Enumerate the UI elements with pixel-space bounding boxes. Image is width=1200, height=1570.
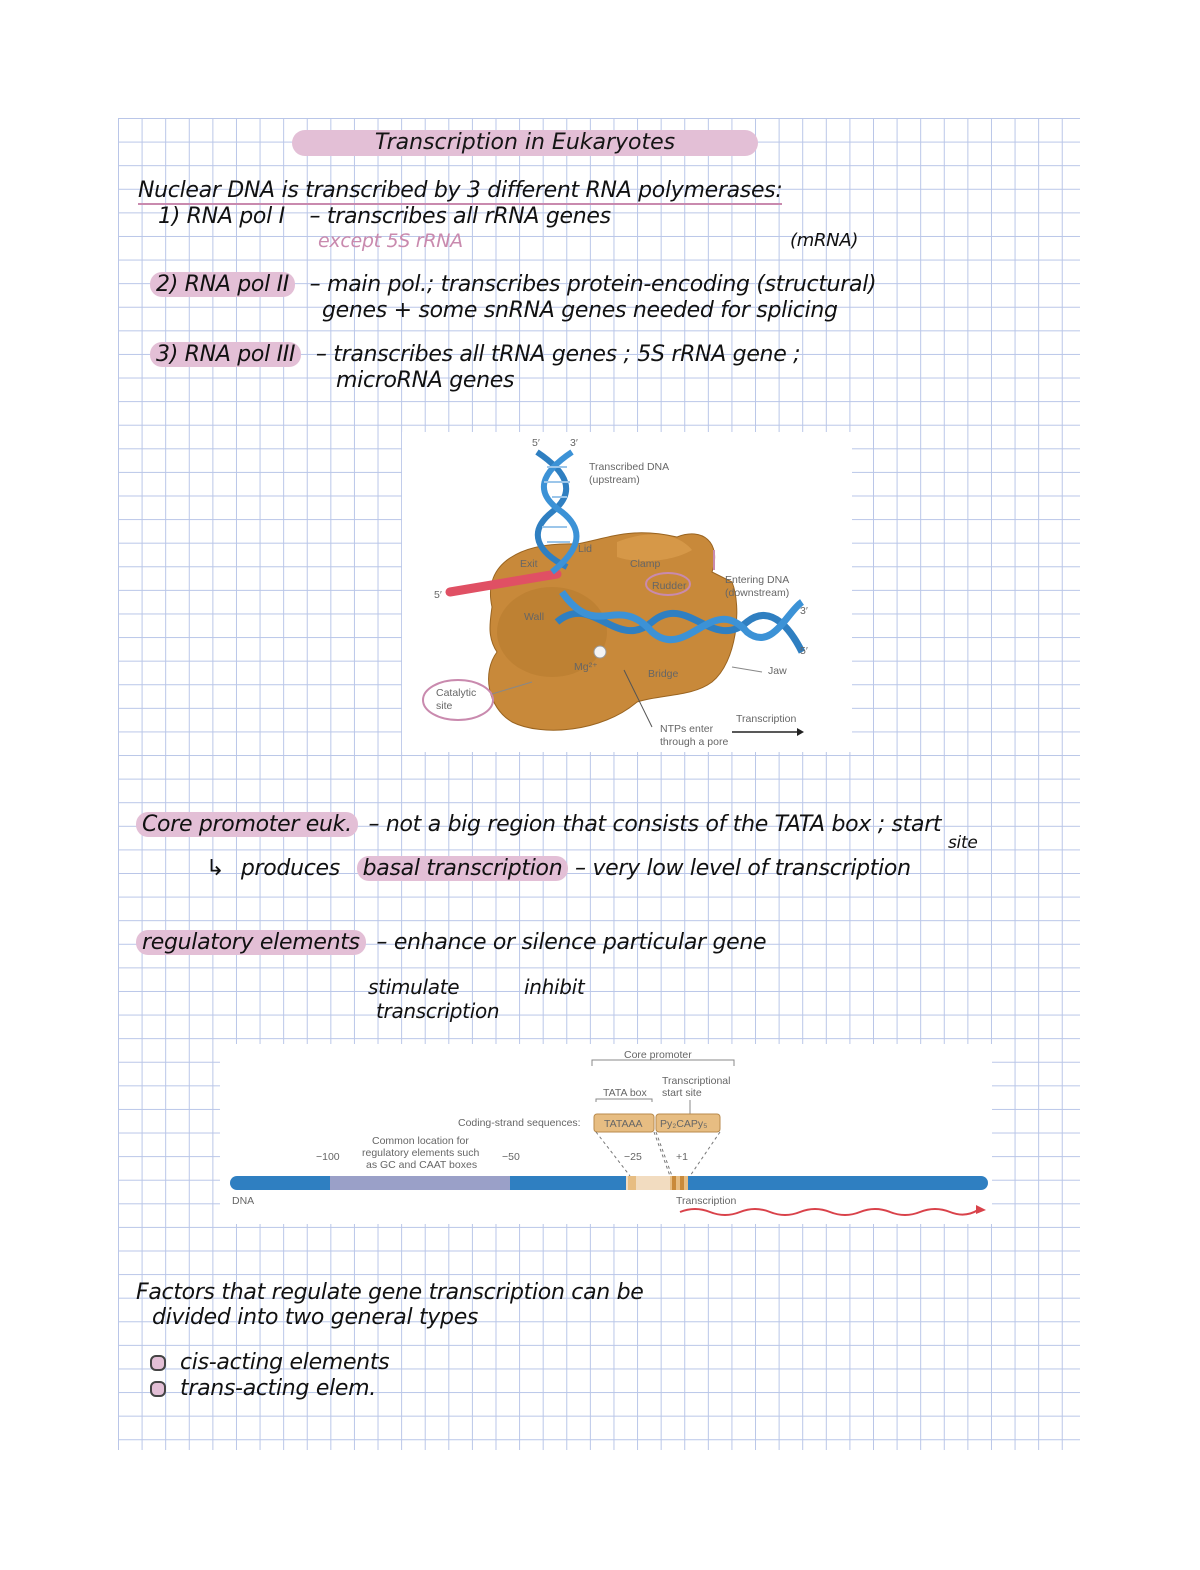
fig2-tss-label: Transcriptional <box>662 1075 731 1087</box>
regulatory-text: – enhance or silence particular gene <box>376 930 767 955</box>
core-produces: produces <box>240 856 340 881</box>
fig2-transcription-label: Transcription <box>676 1195 737 1207</box>
core-promoter-line <box>136 812 941 838</box>
bullet-dot <box>150 1381 166 1397</box>
fig1-ntp-label: NTPs enter <box>660 723 714 735</box>
fig1-five-prime-right: 5′ <box>800 645 808 657</box>
fig1-lid-label: Lid <box>578 543 593 555</box>
pol2-label: 2) RNA pol II <box>150 272 295 297</box>
fig2-minus25: −25 <box>624 1151 642 1163</box>
core-promoter-text: – not a big region that consists of the TATA box ; start <box>368 812 942 837</box>
factors-bullet-1 <box>150 1350 389 1376</box>
pol1-line <box>158 204 611 230</box>
reg-inhibit: inhibit <box>524 975 585 999</box>
pol3-text2: microRNA genes <box>336 368 515 393</box>
core-basal: basal transcription <box>357 856 569 881</box>
fig2-dna-label: DNA <box>232 1195 255 1207</box>
fig2-tss-sub: start site <box>662 1087 702 1099</box>
page-title: Transcription in Eukaryotes <box>292 130 758 156</box>
pol1-text: – transcribes all rRNA genes <box>309 204 611 229</box>
fig1-exit-label: Exit <box>520 558 538 570</box>
regulatory-line <box>136 930 766 956</box>
pol3-text: – transcribes all tRNA genes ; 5S rRNA gene ; <box>315 342 801 367</box>
fig2-common-label3: as GC and CAAT boxes <box>366 1159 478 1171</box>
pol3-label: 3) RNA pol III <box>150 342 301 367</box>
pol2-line <box>150 272 876 298</box>
pol3-line <box>150 342 800 368</box>
promoter-diagram <box>220 1044 992 1224</box>
intro-text: Nuclear DNA is transcribed by 3 different RNA polymerases: <box>138 178 783 203</box>
fig2-tataaa: TATAAA <box>604 1118 643 1130</box>
fig1-three-prime-top: 3′ <box>570 437 578 449</box>
fig2-minus100: −100 <box>316 1151 340 1163</box>
fig1-five-prime-top: 5′ <box>532 437 540 449</box>
core-rest: – very low level of transcription <box>575 856 911 881</box>
pol2-text: – main pol.; transcribes protein-encoding (structural) <box>309 272 877 297</box>
rna-polymerase-illustration <box>402 432 852 752</box>
bullet-text: trans-acting elem. <box>180 1376 376 1401</box>
fig1-transcription-label: Transcription <box>736 713 797 725</box>
fig1-five-prime-rna: 5′ <box>434 589 442 601</box>
fig2-coding-label: Coding-strand sequences: <box>458 1117 581 1129</box>
fig2-minus50: −50 <box>502 1151 520 1163</box>
fig1-jaw-label: Jaw <box>768 665 787 677</box>
pol1-label: 1) RNA pol I <box>158 204 285 229</box>
reg-transcription: transcription <box>376 999 500 1023</box>
fig1-bridge-label: Bridge <box>648 668 679 680</box>
fig1-ntp-sub: through a pore <box>660 736 729 748</box>
bullet-text: cis-acting elements <box>180 1350 390 1375</box>
fig1-mg-label: Mg²⁺ <box>574 661 598 673</box>
regulatory-label: regulatory elements <box>136 930 366 955</box>
rna-polymerase-figure <box>402 432 852 752</box>
fig1-transcribed-sub: (upstream) <box>589 474 640 486</box>
pol2-text2: genes + some snRNA genes needed for splicing <box>322 298 838 323</box>
fig1-wall-label: Wall <box>524 611 545 623</box>
fig2-py: Py₂CAPy₅ <box>660 1118 708 1130</box>
fig1-entering-label: Entering DNA <box>725 574 790 586</box>
reg-stimulate: stimulate <box>368 975 460 999</box>
factors-line2: divided into two general types <box>152 1305 479 1330</box>
promoter-figure <box>220 1044 992 1224</box>
fig2-common-label: Common location for <box>372 1135 469 1147</box>
fig1-transcribed-label: Transcribed DNA <box>589 461 670 473</box>
fig2-tata-label: TATA box <box>603 1087 647 1099</box>
factors-line1: Factors that regulate gene transcription can be <box>136 1280 644 1305</box>
factors-bullet-2 <box>150 1376 376 1402</box>
pol2-mrna-note: (mRNA) <box>790 230 859 251</box>
fig1-entering-sub: (downstream) <box>725 587 790 599</box>
pol1-note: except 5S rRNA <box>318 230 463 252</box>
bullet-dot <box>150 1355 166 1371</box>
fig1-catalytic-label: Catalytic <box>436 687 477 699</box>
core-produces-line <box>206 856 911 882</box>
core-promoter-label: Core promoter euk. <box>136 812 358 837</box>
fig2-plus1: +1 <box>676 1151 688 1163</box>
fig2-common-label2: regulatory elements such <box>362 1147 480 1159</box>
core-site-word: site <box>948 833 978 853</box>
core-arrow: ↳ <box>206 856 225 881</box>
fig1-catalytic-sub: site <box>436 700 453 712</box>
fig2-core-promoter-label: Core promoter <box>624 1049 692 1061</box>
fig1-rudder-label: Rudder <box>652 580 687 592</box>
fig1-three-prime-right: 3′ <box>800 605 808 617</box>
fig1-clamp-label: Clamp <box>630 558 661 570</box>
